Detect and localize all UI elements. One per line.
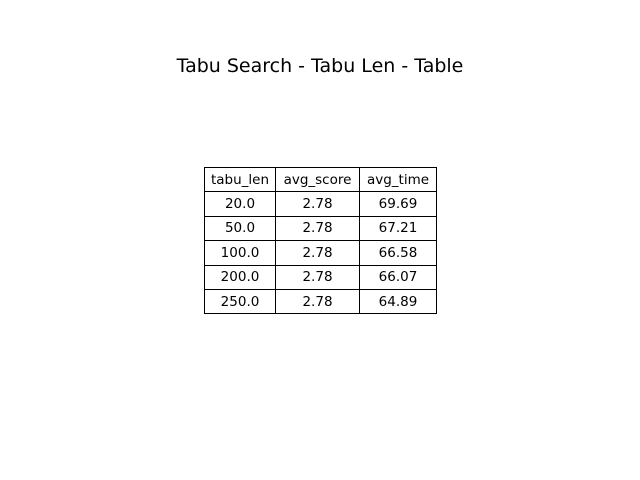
cell-tabu-len: 100.0: [205, 241, 276, 265]
table-row: [205, 192, 437, 216]
table-header-row: [205, 168, 437, 192]
cell-avg-score: 2.78: [276, 289, 360, 313]
cell-avg-score: 2.78: [276, 216, 360, 240]
cell-avg-score: 2.78: [276, 192, 360, 216]
chart-title: Tabu Search - Tabu Len - Table: [176, 55, 464, 77]
cell-tabu-len: 50.0: [205, 216, 276, 240]
cell-tabu-len: 20.0: [205, 192, 276, 216]
cell-avg-score: 2.78: [276, 265, 360, 289]
cell-avg-time: 66.58: [360, 241, 437, 265]
cell-tabu-len: 200.0: [205, 265, 276, 289]
table-row: [205, 241, 437, 265]
table-row: [205, 265, 437, 289]
cell-avg-score: 2.78: [276, 241, 360, 265]
column-header-avg-score: avg_score: [276, 168, 360, 192]
cell-avg-time: 69.69: [360, 192, 437, 216]
cell-avg-time: 64.89: [360, 289, 437, 313]
cell-avg-time: 67.21: [360, 216, 437, 240]
table-row: [205, 216, 437, 240]
cell-avg-time: 66.07: [360, 265, 437, 289]
table-row: [205, 289, 437, 313]
results-table: [204, 167, 437, 314]
cell-tabu-len: 250.0: [205, 289, 276, 313]
column-header-tabu-len: tabu_len: [205, 168, 276, 192]
column-header-avg-time: avg_time: [360, 168, 437, 192]
